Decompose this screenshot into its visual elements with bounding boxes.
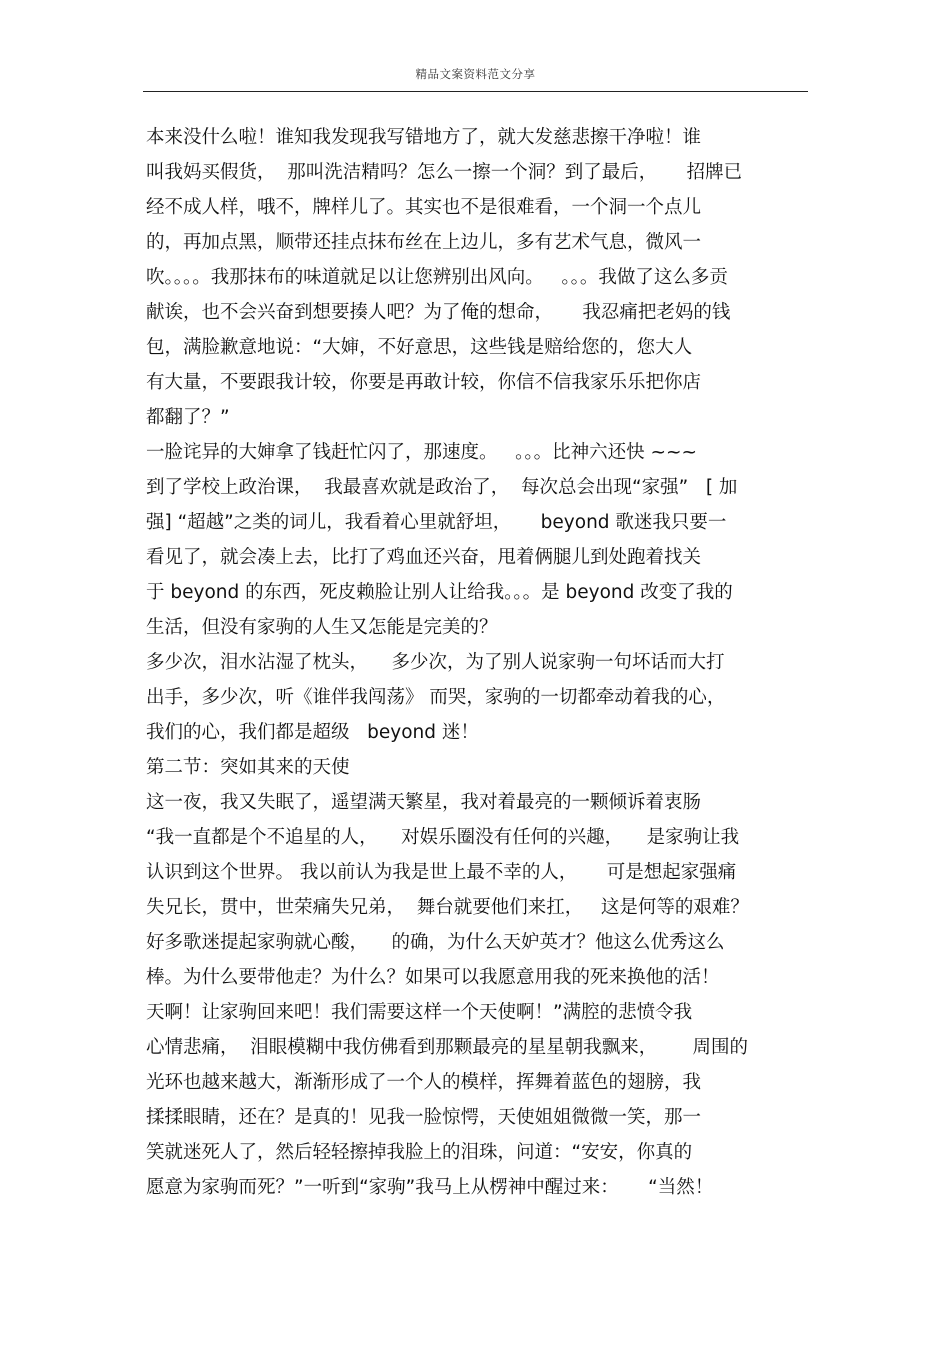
text-line: 好多歌迷提起家驹就心酸， 的确，为什么天妒英才？他这么优秀这么 [146,932,725,953]
text-line: 有大量，不要跟我计较，你要是再敢计较，你信不信我家乐乐把你店 [146,372,702,393]
text-line: 本来没什么啦！谁知我发现我写错地方了，就大发慈悲擦干净啦！谁 [146,127,702,148]
text-line: 生活，但没有家驹的人生又怎能是完美的？ [146,617,498,638]
text-line: 光环也越来越大，渐渐形成了一个人的模样，挥舞着蓝色的翅膀，我 [146,1072,702,1093]
text-line: 的，再加点黑，顺带还挂点抹布丝在上边儿，多有艺术气息，微风一 [146,232,702,253]
text-line: 献诶，也不会兴奋到想要揍人吧？为了俺的想命， 我忍痛把老妈的钱 [146,302,731,323]
text-line: 多少次，泪水沾湿了枕头， 多少次，为了别人说家驹一句坏话而大打 [146,652,725,673]
text-line: 到了学校上政治课， 我最喜欢就是政治了， 每次总会出现“家强” [ 加 [146,477,738,498]
text-line: “我一直都是个不追星的人， 对娱乐圈没有任何的兴趣， 是家驹让我 [146,827,740,848]
page-header: 精品文案资料范文分享 [415,67,536,81]
text-line: 愿意为家驹而死？”一听到“家驹”我马上从楞神中醒过来： “当然！ [146,1177,714,1198]
text-line: 心情悲痛， 泪眼模糊中我仿佛看到那颗最亮的星星朝我飘来， 周围的 [146,1037,749,1058]
text-line: 揉揉眼睛，还在？是真的！见我一脸惊愕，天使姐姐微微一笑，那一 [146,1107,702,1128]
header-divider [143,91,808,92]
text-line: 吹。。。。我那抹布的味道就足以让您辨别出风向。 。。。我做了这么多贡 [146,267,728,288]
text-line: 天啊！让家驹回来吧！我们需要这样一个天使啊！”满腔的悲愤令我 [146,1002,693,1023]
text-line: 认识到这个世界。 我以前认为我是世上最不幸的人， 可是想起家强痛 [146,862,737,883]
text-line: 叫我妈买假货， 那叫洗洁精吗？怎么一擦一个洞？到了最后， 招牌已 [146,162,743,183]
text-line: 笑就迷死人了，然后轻轻擦掉我脸上的泪珠，问道：“安安，你真的 [146,1142,693,1163]
text-line: 这一夜，我又失眠了，遥望满天繁星，我对着最亮的一颗倾诉着衷肠 [146,792,702,813]
text-line: 经不成人样，哦不，牌样儿了。其实也不是很难看，一个洞一个点儿 [146,197,702,218]
text-line: 出手，多少次，听《谁伴我闯荡》 而哭，家驹的一切都牵动着我的心， [146,687,726,708]
text-line: 都翻了？” [146,407,230,428]
body-text [146,120,826,1205]
text-line: 于 beyond 的东西，死皮赖脸让别人让给我。。。是 beyond 改变了我的 [146,582,733,603]
text-line: 第二节：突如其来的天使 [146,757,350,778]
text-line: 强] “超越”之类的词儿，我看着心里就舒坦， beyond 歌迷我只要一 [146,512,727,533]
text-line: 一脸诧异的大婶拿了钱赶忙闪了，那速度。 。。。比神六还快 ~~~ [146,442,698,463]
text-line: 棒。为什么要带他走？为什么？如果可以我愿意用我的死来换他的活！ [146,967,720,988]
text-line: 包，满脸歉意地说：“大婶，不好意思，这些钱是赔给您的，您大人 [146,337,693,358]
text-line: 看见了，就会凑上去，比打了鸡血还兴奋，甩着俩腿儿到处跑着找关 [146,547,702,568]
text-line: 我们的心，我们都是超级 beyond 迷！ [146,722,479,743]
text-line: 失兄长，贯中，世荣痛失兄弟， 舞台就要他们来扛， 这是何等的艰难？ [146,897,749,918]
